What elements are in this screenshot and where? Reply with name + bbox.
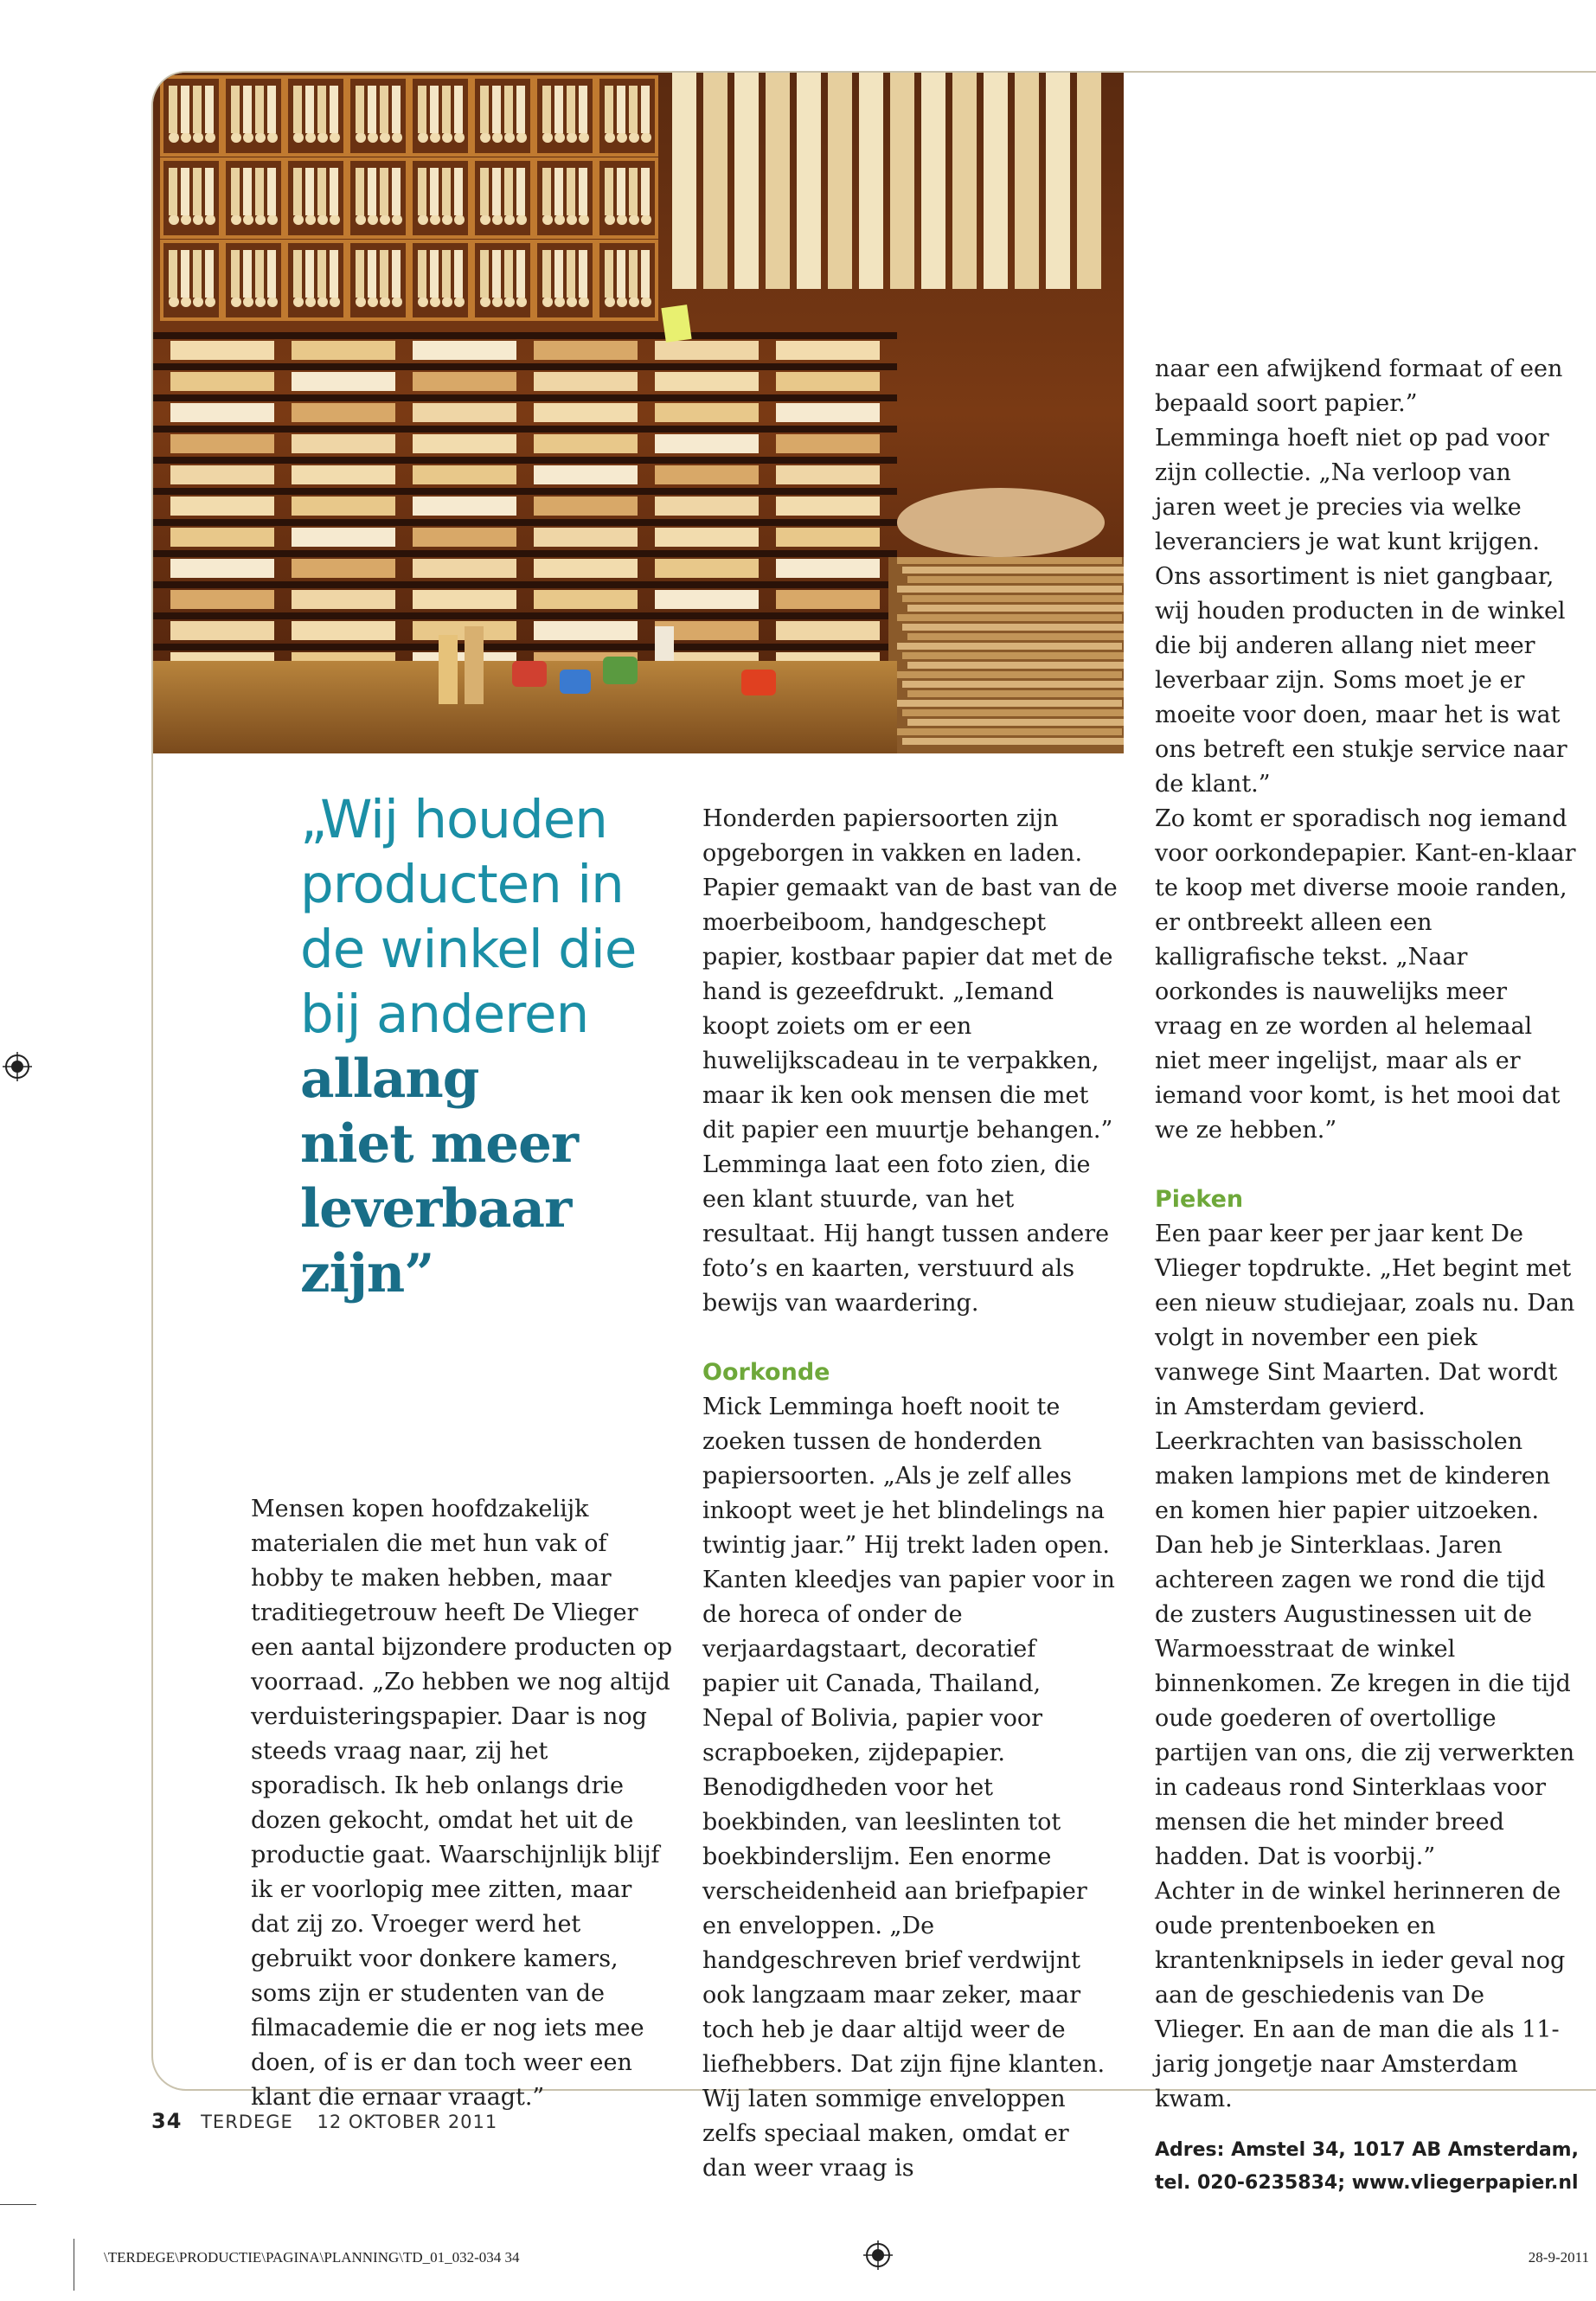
paper-shop-photo: [153, 73, 1124, 753]
paragraph: Achter in de winkel herinneren de oude prentenboeken en krantenknipsels in ieder geval nog aan de geschiedenis van De Vlieger. En aan de man die als 11-jarig jongetje naar Amsterdam kwam.: [1155, 1878, 1566, 2112]
paragraph: Mensen kopen hoofdzakelijk materialen die met hun vak of hobby te maken hebben, maar traditiegetrouw heeft De Vlieger een aantal bijzondere producten op voorraad. „Zo hebben we nog altijd verduisteringspapier. Daar is nog steeds vraag naar, zij het sporadisch. Ik heb onlangs drie dozen gekocht, omdat het uit de productie gaat. Waarschijnlijk blijf ik er voorlopig mee zitten, maar dat zij zo. Vroeger werd het gebruikt voor donkere kamers, soms zijn er studenten van de filmacademie die er nog iets mee doen, of is er dan toch weer een klant die ernaar vraagt.”: [251, 1496, 673, 2111]
registration-mark-icon: [863, 2240, 893, 2270]
paragraph: Zo komt er sporadisch nog iemand voor oorkondepapier. Kant-en-klaar te koop met diverse mooie randen, er ontbreekt alleen een kalligrafische tekst. „Naar oorkondes is nauwelijks meer vraag en ze worden al helemaal niet meer ingelijst, maar als er iemand voor komt, is het mooi dat we ze hebben.”: [1155, 805, 1576, 1144]
pull-quote: [300, 787, 663, 1306]
registration-mark-icon: [3, 1052, 32, 1081]
section-heading-pieken: Pieken: [1155, 1186, 1244, 1213]
crop-mark: [0, 2204, 36, 2205]
pull-quote-emphasis: zijn”: [300, 1243, 434, 1304]
article-column-right: [1155, 352, 1579, 2200]
page-footer: [151, 2109, 497, 2133]
paragraph: Honderden papiersoorten zijn opgeborgen in vakken en laden. Papier gemaakt van de bast van de moerbeiboom, handgeschept papier, kostbaar papier dat met de hand is gezeefdrukt. „Iemand koopt zoiets om er een huwelijkscadeau in te verpakken, maar ik ken ook mensen die met dit papier een muurtje behangen.” Lemminga laat een foto zien, die een klant stuurde, van het resultaat. Hij hangt tussen andere foto’s en kaarten, verstuurd als bewijs van waardering.: [702, 805, 1118, 1317]
article-column-left: [251, 1492, 675, 2115]
paragraph: naar een afwijkend formaat of een bepaald soort papier.”: [1155, 356, 1563, 417]
pull-quote-line: bij anderen: [300, 984, 589, 1045]
shop-address: Adres: Amstel 34, 1017 AB Amsterdam, tel. 020-6235834; www.vliegerpapier.nl: [1155, 2139, 1579, 2194]
paragraph: Een paar keer per jaar kent De Vlieger topdrukte. „Het begint met een nieuw studiejaar, zoals nu. Dan volgt in november een piek vanwege Sint Maarten. Dat wordt in Amsterdam gevierd. Leerkrachten van basisscholen maken lampions met de kinderen en komen hier papier uitzoeken. Dan heb je Sinterklaas. Jaren achtereen zagen we rond die tijd de zusters Augustinessen uit de Warmoesstraat de winkel binnenkomen. Ze kregen in die tijd oude goederen of overtollige partijen van ons, die zij verwerkten in cadeaus rond Sinterklaas voor mensen die het minder breed hadden. Dat is voorbij.”: [1155, 1221, 1575, 1870]
print-slug-path: \TERDEGE\PRODUCTIE\PAGINA\PLANNING\TD_01_032-034 34: [104, 2249, 520, 2266]
issue-date: 12 OKTOBER 2011: [317, 2112, 498, 2132]
magazine-name: TERDEGE: [201, 2112, 293, 2132]
pull-quote-emphasis: leverbaar: [300, 1178, 572, 1240]
paragraph: Mick Lemminga hoeft nooit te zoeken tussen de honderden papiersoorten. „Als je zelf alles inkoopt weet je het blindelings na twintig jaar.” Hij trekt laden open. Kanten kleedjes van papier voor in de horeca of onder de verjaardagstaart, decoratief papier uit Canada, Thailand, Nepal of Bolivia, papier voor scrapboeken, zijdepapier. Benodigdheden voor het boekbinden, van leeslinten tot boekbinderslijm. Een enorme verscheidenheid aan briefpapier en enveloppen. „De handgeschreven brief verdwijnt ook langzaam maar zeker, maar toch heb je daar altijd weer de liefhebbers. Dat zijn fijne klanten. Wij laten sommige enveloppen zelfs speciaal maken, omdat er dan weer vraag is: [702, 1394, 1115, 2182]
pull-quote-emphasis: allang: [300, 1048, 479, 1110]
article-column-middle: [702, 802, 1118, 2186]
paragraph: Lemminga hoeft niet op pad voor zijn collectie. „Na verloop van jaren weet je precies via welke leveranciers je wat kunt krijgen. Ons assortiment is niet gangbaar, wij houden producten in de winkel die bij anderen allang niet meer leverbaar zijn. Soms moet je er moeite voor doen, maar het is wat ons betreft een stukje service naar de klant.”: [1155, 425, 1567, 798]
print-slug-date: 28-9-2011: [1528, 2249, 1589, 2266]
page-number: 34: [151, 2109, 183, 2133]
pull-quote-line: de winkel die: [300, 919, 637, 980]
pull-quote-emphasis: niet meer: [300, 1113, 579, 1175]
pull-quote-line: „Wij houden: [300, 789, 607, 850]
section-heading-oorkonde: Oorkonde: [702, 1359, 830, 1386]
pull-quote-line: producten in: [300, 854, 624, 915]
